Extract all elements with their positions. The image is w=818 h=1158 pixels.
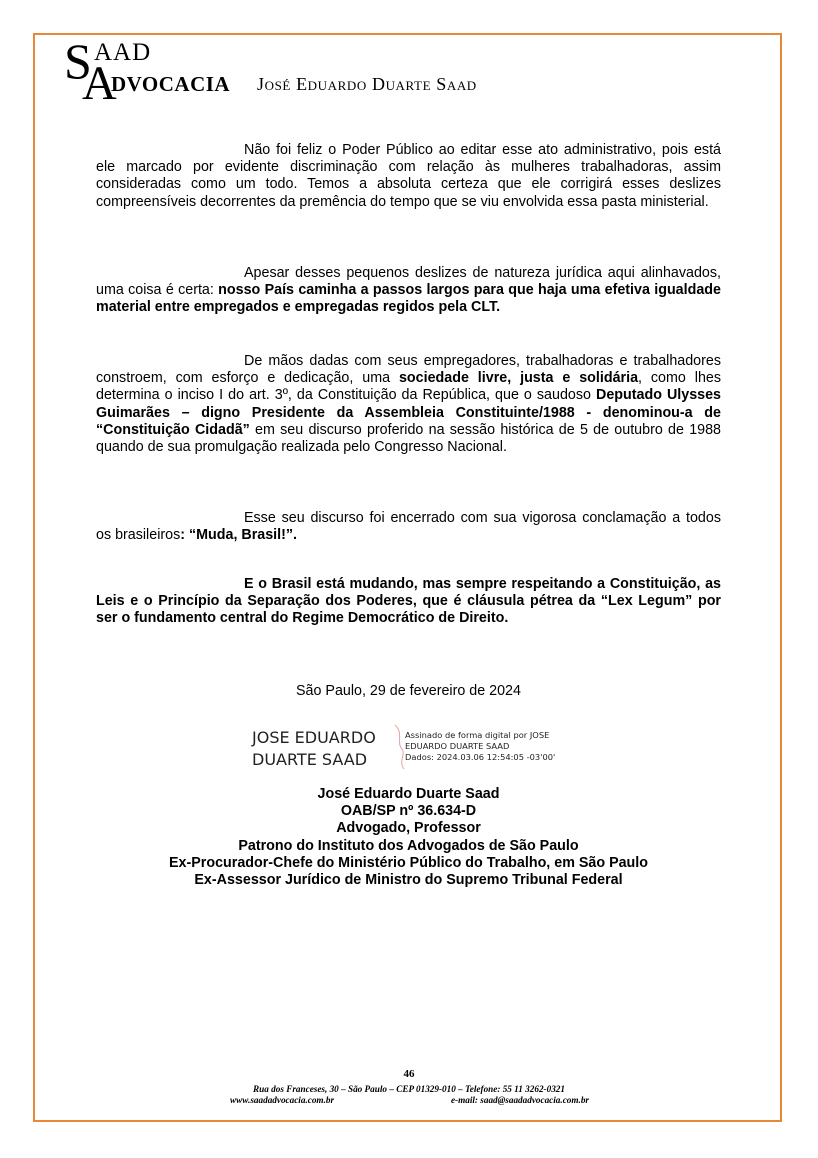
footer-address: Rua dos Franceses, 30 – São Paulo – CEP 01329-010 – Telefone: 55 11 3262-0321 (253, 1083, 565, 1094)
footer-email-link[interactable]: e-mail: saad@saadadvocacia.com.br (450, 1095, 589, 1105)
logo-aad: AAD (94, 39, 152, 66)
paragraph-2 (96, 265, 721, 317)
firm-logo (64, 33, 534, 110)
logo-lawyer-name: José Eduardo Duarte Saad (257, 74, 477, 94)
credit-line: OAB/SP nº 36.634-D (340, 803, 477, 820)
credit-line: Patrono do Instituto dos Advogados de São Paulo (238, 837, 579, 854)
paragraph-3-bold-b: Deputado Ulysses Guimarães – digno Presidente da Assembleia Constituinte/1988 - denominou-a de “Constituição Cidadã” (96, 387, 721, 438)
paragraph-4-bold: : “Muda, Brasil!”. (180, 527, 298, 544)
signature-name-line-2: DUARTE SAAD (252, 750, 368, 769)
signature-name (252, 727, 376, 771)
page-footer (150, 1069, 668, 1107)
logo-a: A (82, 57, 117, 110)
paragraph-1 (96, 142, 721, 211)
paragraph-2-bold: nosso País caminha a passos largos para que haja uma efetiva igualdade material entre empregados e empregadas regidos pela CLT. (96, 282, 721, 316)
signature-info-line-1: Assinado de forma digital por JOSE (405, 730, 550, 740)
paragraph-4 (96, 510, 721, 544)
credit-line: José Eduardo Duarte Saad (317, 786, 500, 802)
digital-signature (252, 727, 572, 775)
page-number: 46 (403, 1068, 415, 1080)
paragraph-3-bold-a: sociedade livre, justa e solidária (398, 370, 639, 387)
place-date: São Paulo, 29 de fevereiro de 2024 (296, 683, 521, 699)
paragraph-1-text: Não foi feliz o Poder Público ao editar esse ato administrativo, pois está ele marcado por evidente discriminação com relação às mulheres trabalhadoras, assim consideradas como um todo. Temos a absoluta certeza que ele corrigirá esses deslizes compreensíveis decorrentes da premência do tempo que se viu envolvida essa pasta ministerial. (96, 142, 721, 210)
signature-name-line-1: JOSE EDUARDO (252, 728, 376, 747)
signature-info-line-2: EDUARDO DUARTE SAAD (405, 741, 510, 751)
paragraph-4-text: Esse seu discurso foi encerrado com sua vigorosa conclamação a todos os brasileiros (96, 510, 721, 544)
logo-dvocacia: DVOCACIA (111, 72, 231, 96)
paragraph-5 (96, 576, 721, 628)
paragraph-3 (96, 353, 721, 456)
credit-line: Advogado, Professor (336, 820, 481, 837)
logo-s: S (64, 33, 92, 89)
paragraph-3-text-a: De mãos dadas com seus empregadores, trabalhadoras e trabalhadores constroem, com esforço e dedicação, uma (96, 353, 721, 387)
credit-line: Ex-Procurador-Chefe do Ministério Público do Trabalho, em São Paulo (168, 854, 648, 871)
author-credits (96, 786, 721, 889)
paragraph-2-text: Apesar desses pequenos deslizes de natureza jurídica aqui alinhavados, uma coisa é certa: (96, 265, 721, 299)
signature-info-line-3: Dados: 2024.03.06 12:54:05 -03'00' (405, 752, 556, 762)
signature-info (405, 730, 555, 763)
footer-website-link[interactable]: www.saadadvocacia.com.br (230, 1095, 335, 1105)
paragraph-3-text-b: , como lhes determina o inciso I do art. 3º, da Constituição da República, que o saudoso (96, 370, 722, 404)
credit-line: Ex-Assessor Jurídico de Ministro do Supremo Tribunal Federal (194, 872, 623, 889)
paragraph-5-bold: E o Brasil está mudando, mas sempre respeitando a Constituição, as Leis e o Princípio da Separação dos Poderes, que é cláusula pétrea da “Lex Legum” por ser o fundamento central do Regime Democrático de Direito. (96, 576, 721, 627)
paragraph-3-text-c: em seu discurso proferido na sessão histórica de 5 de outubro de 1988 quando de sua promulgação realizada pelo Congresso Nacional. (96, 421, 721, 456)
